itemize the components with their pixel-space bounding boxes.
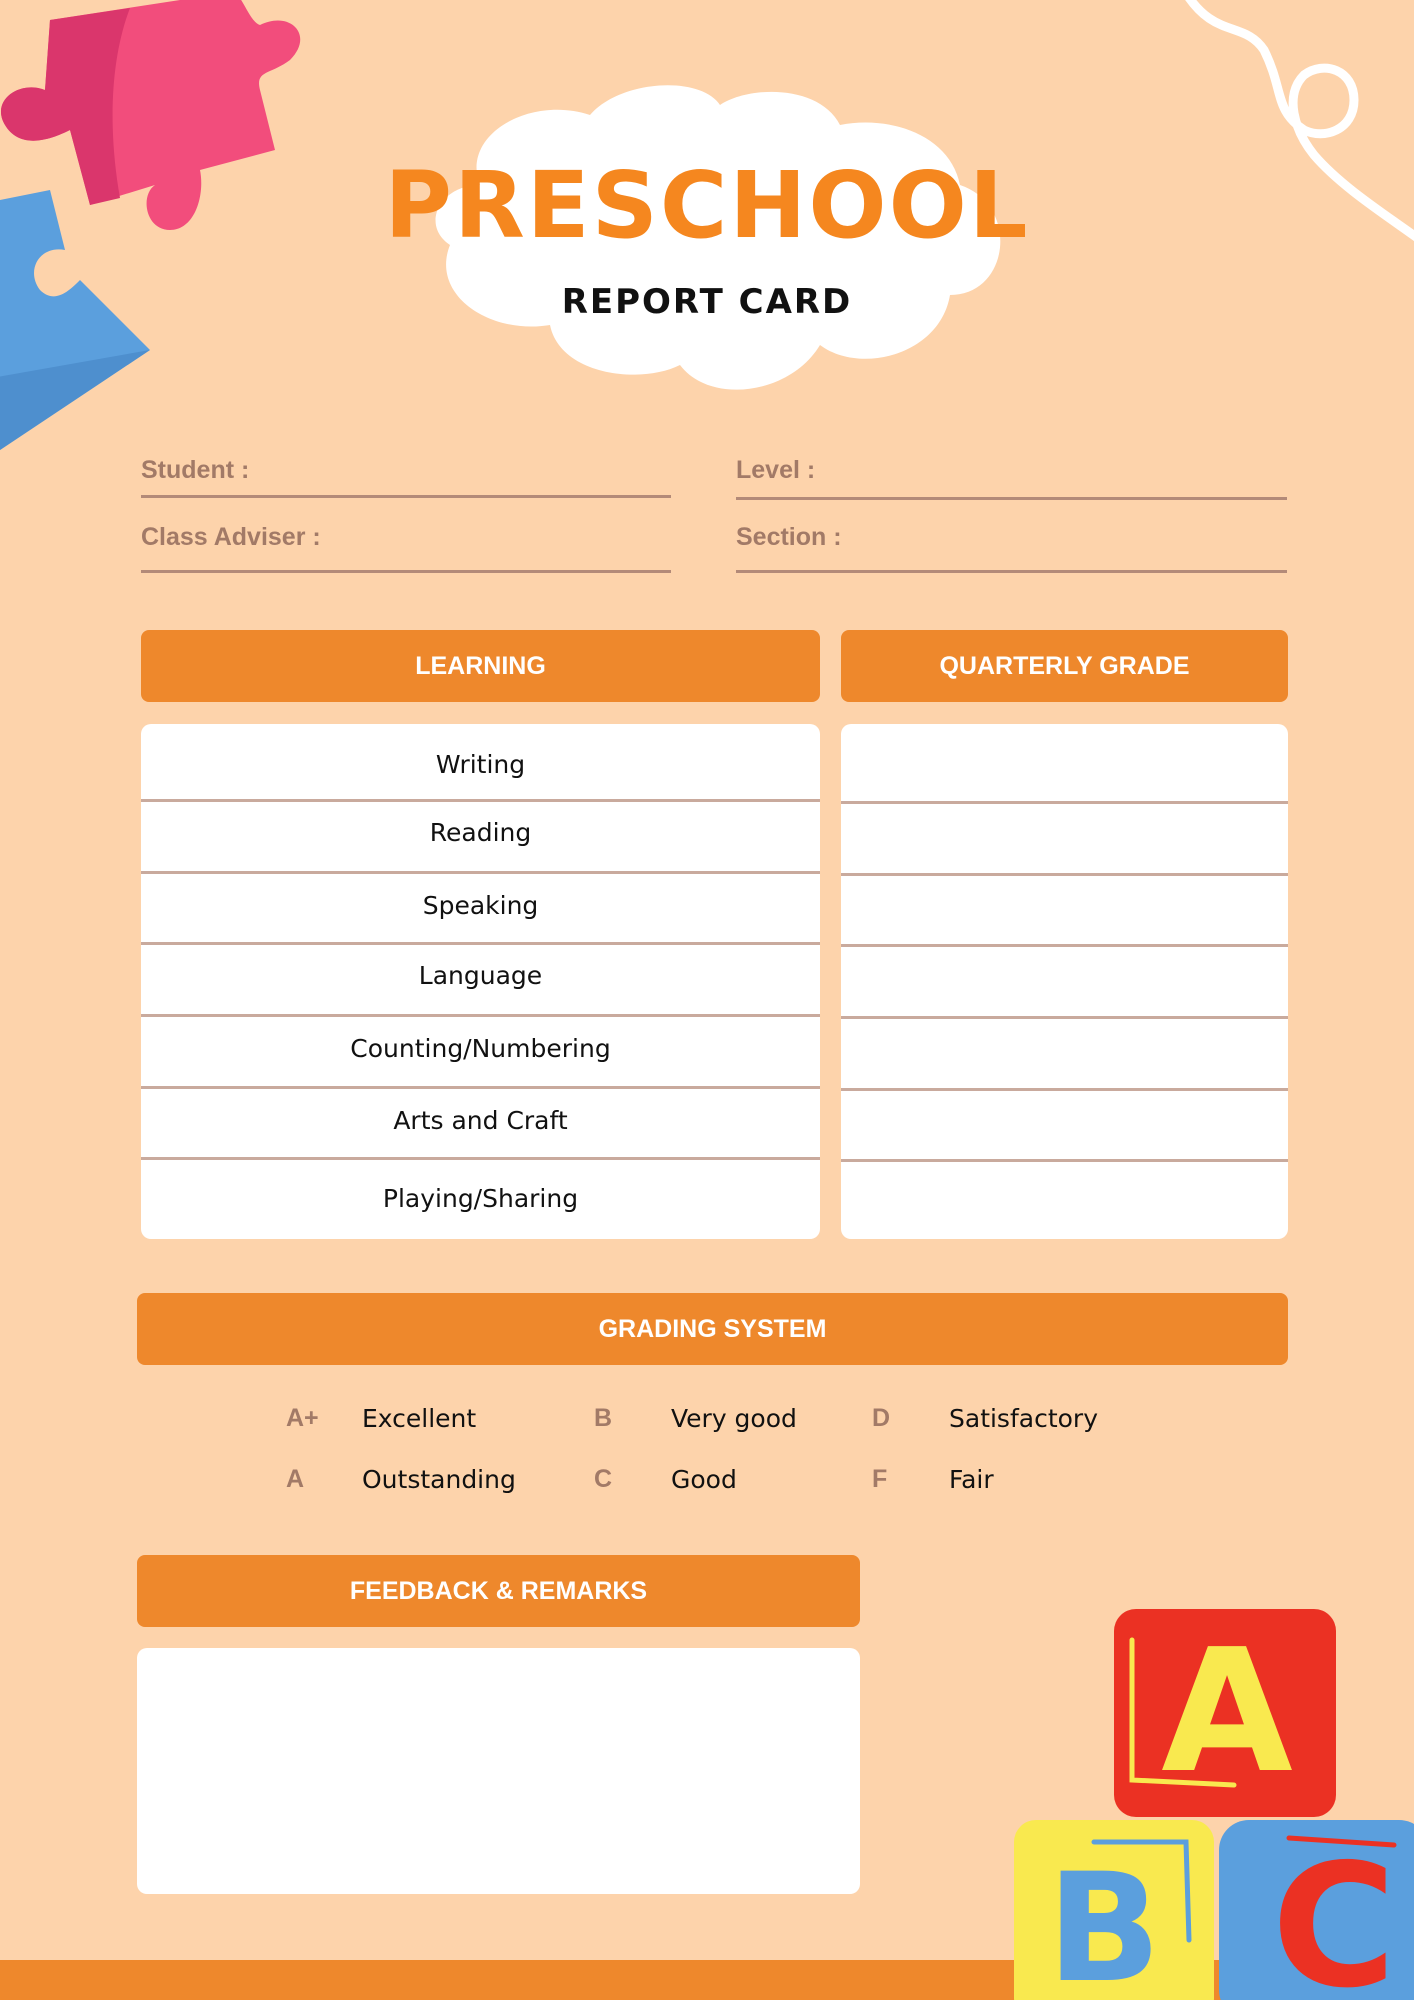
row-divider: [141, 1157, 820, 1160]
grade-cell-divider: [841, 1159, 1288, 1162]
grade-letter-d: D: [872, 1404, 891, 1432]
feedback-box[interactable]: [137, 1648, 860, 1894]
subject-playing: Playing/Sharing: [382, 1184, 579, 1213]
subject-reading: Reading: [429, 818, 532, 847]
block-c-letter: C: [1271, 1828, 1397, 2000]
subject-arts: Arts and Craft: [393, 1106, 568, 1135]
page-title: PRESCHOOL: [384, 152, 1030, 259]
section-label: Section :: [736, 523, 842, 551]
grade-desc-outstanding: Outstanding: [362, 1465, 516, 1494]
grade-desc-good: Good: [671, 1465, 737, 1494]
quarterly-grade-header: QUARTERLY GRADE: [841, 630, 1288, 702]
learning-table: [141, 724, 820, 1239]
grade-desc-fair: Fair: [949, 1465, 994, 1494]
grade-desc-excellent: Excellent: [362, 1404, 477, 1433]
feedback-header: FEEDBACK & REMARKS: [137, 1555, 860, 1627]
class-adviser-label: Class Adviser :: [141, 523, 321, 551]
level-label: Level :: [736, 456, 816, 484]
grade-letter-a-plus: A+: [286, 1404, 319, 1432]
subject-counting: Counting/Numbering: [350, 1034, 611, 1063]
block-b-letter: B: [1046, 1842, 1162, 2000]
abc-blocks-icon: [994, 1580, 1414, 2000]
row-divider: [141, 871, 820, 874]
grade-letter-b: B: [594, 1404, 613, 1432]
grading-system-header: GRADING SYSTEM: [137, 1293, 1288, 1365]
level-field[interactable]: [736, 497, 1287, 500]
learning-header: LEARNING: [141, 630, 820, 702]
block-a-letter: A: [1161, 1613, 1293, 1811]
subject-writing: Writing: [435, 750, 526, 779]
grade-letter-f: F: [872, 1465, 888, 1493]
subject-speaking: Speaking: [422, 891, 539, 920]
class-adviser-field[interactable]: [141, 570, 671, 573]
grade-letter-c: C: [594, 1465, 613, 1493]
page-subtitle: REPORT CARD: [561, 282, 853, 322]
row-divider: [141, 799, 820, 802]
grade-desc-satisfactory: Satisfactory: [949, 1404, 1098, 1433]
grade-desc-very-good: Very good: [671, 1404, 797, 1433]
row-divider: [141, 1086, 820, 1089]
grade-cell-divider: [841, 1088, 1288, 1091]
grade-cell-divider: [841, 873, 1288, 876]
student-field[interactable]: [141, 495, 671, 498]
student-label: Student :: [141, 456, 250, 484]
grade-cell-divider: [841, 801, 1288, 804]
grade-letter-a: A: [286, 1465, 305, 1493]
grade-cell-divider: [841, 944, 1288, 947]
grade-cell-divider: [841, 1016, 1288, 1019]
row-divider: [141, 942, 820, 945]
quarterly-grade-table: [841, 724, 1288, 1239]
section-field[interactable]: [736, 570, 1287, 573]
subject-language: Language: [418, 961, 543, 990]
row-divider: [141, 1014, 820, 1017]
